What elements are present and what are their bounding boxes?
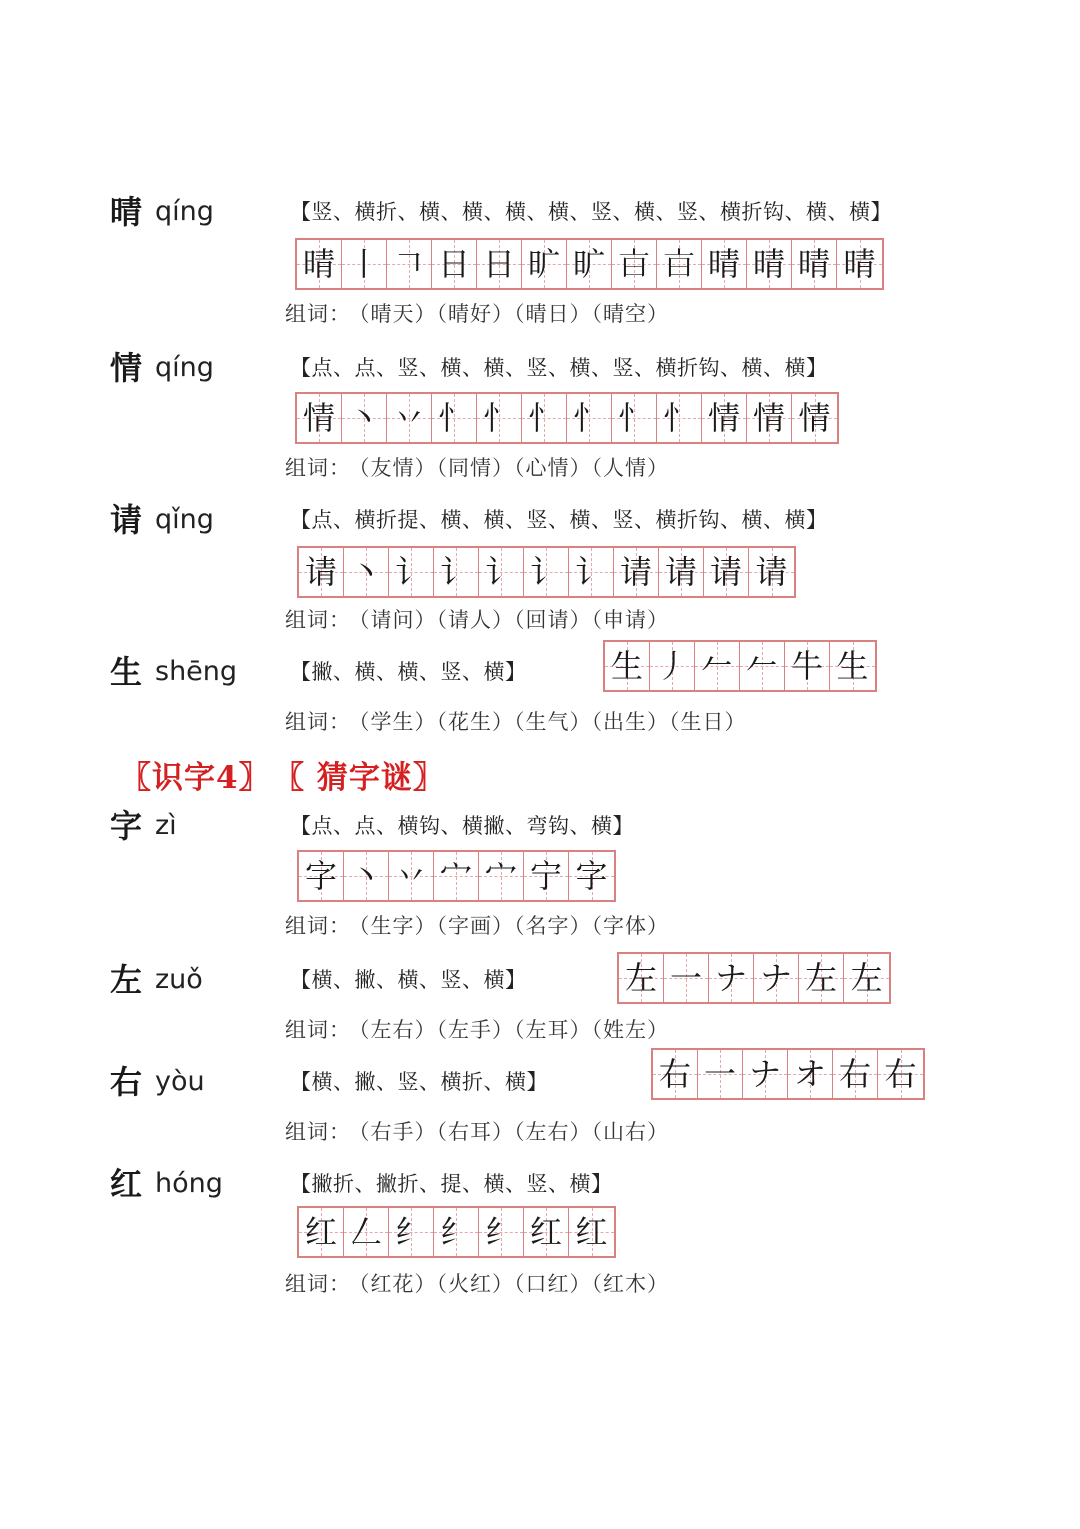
stroke-cell [747, 240, 792, 288]
stroke-glyph: 丶 [349, 553, 382, 591]
words-list: （生字）（字画）（名字）（字体） [359, 914, 669, 938]
stroke-glyph: 情 [752, 399, 785, 437]
stroke-glyph: 讠 [394, 553, 427, 591]
stroke-cell [522, 394, 567, 442]
stroke-cell [619, 954, 664, 1002]
stroke-cell [432, 394, 477, 442]
stroke-cell [702, 240, 747, 288]
stroke-order-text: 【点、点、横钩、横撇、弯钩、横】 [290, 814, 634, 838]
stroke-cell [837, 240, 882, 288]
word-examples [285, 1268, 669, 1300]
stroke-cell [788, 1050, 833, 1098]
word-examples [285, 604, 669, 636]
stroke-order-text: 【点、点、竖、横、横、竖、横、竖、横折钩、横、横】 [290, 356, 828, 380]
stroke-cell [387, 240, 432, 288]
entry-pinyin: shēng [155, 656, 238, 687]
stroke-cell [299, 852, 344, 900]
stroke-cell [650, 642, 695, 690]
stroke-cell [344, 548, 389, 596]
stroke-cell [567, 240, 612, 288]
stroke-glyph: ナ [714, 959, 747, 997]
stroke-cell [657, 240, 702, 288]
stroke-glyph: 晴 [752, 245, 785, 283]
stroke-cell [569, 852, 614, 900]
stroke-glyph: 请 [755, 553, 788, 591]
stroke-glyph: 右 [884, 1055, 917, 1093]
stroke-glyph: 请 [709, 553, 742, 591]
entry-pinyin: zì [155, 810, 177, 841]
stroke-glyph: 生 [610, 647, 643, 685]
words-list: （红花）（火红）（口红）（红木） [359, 1272, 669, 1296]
stroke-cell [792, 240, 837, 288]
stroke-glyph: 右 [658, 1055, 691, 1093]
word-examples [285, 298, 669, 330]
stroke-cell [785, 642, 830, 690]
stroke-order-text: 【横、撇、横、竖、横】 [290, 968, 527, 992]
entry-character: 晴 [110, 193, 143, 231]
stroke-cell [695, 642, 740, 690]
stroke-glyph: 宀 [439, 857, 472, 895]
stroke-cell [704, 548, 749, 596]
stroke-cell [833, 1050, 878, 1098]
stroke-glyph: 忄 [662, 399, 695, 437]
word-examples [285, 706, 747, 738]
stroke-order-text: 【点、横折提、横、横、竖、横、竖、横折钩、横、横】 [290, 508, 828, 532]
stroke-grid [295, 392, 839, 444]
stroke-cell [479, 852, 524, 900]
words-label: 组词： [285, 302, 351, 326]
stroke-glyph: 情 [798, 399, 831, 437]
stroke-cell [344, 852, 389, 900]
entry-pinyin: hóng [155, 1168, 223, 1199]
stroke-glyph: 纟 [394, 1213, 427, 1251]
stroke-grid [297, 850, 616, 902]
stroke-glyph: 情 [707, 399, 740, 437]
entry-character: 生 [110, 653, 143, 691]
entry-pinyin: zuǒ [155, 964, 203, 995]
stroke-glyph: 丨 [347, 245, 380, 283]
stroke-cell [702, 394, 747, 442]
stroke-glyph: 讠 [529, 553, 562, 591]
stroke-cell [799, 954, 844, 1002]
stroke-glyph: 左 [624, 959, 657, 997]
stroke-cell [605, 642, 650, 690]
stroke-glyph: 宀 [484, 857, 517, 895]
stroke-cell [522, 240, 567, 288]
section-heading [120, 752, 445, 797]
stroke-glyph: 丿 [655, 647, 688, 685]
word-examples [285, 910, 669, 942]
stroke-cell [844, 954, 889, 1002]
words-list: （晴天）（晴好）（晴日）（晴空） [359, 302, 669, 326]
stroke-glyph: 𠂉 [745, 647, 778, 685]
stroke-glyph: 丷 [392, 399, 425, 437]
words-list: （左右）（左手）（左耳）（姓左） [359, 1018, 669, 1042]
words-list: （学生）（花生）（生气）（出生）（生日） [359, 710, 747, 734]
stroke-glyph: 忄 [482, 399, 515, 437]
stroke-glyph: 红 [575, 1213, 608, 1251]
words-label: 组词： [285, 914, 351, 938]
stroke-cell [297, 240, 342, 288]
stroke-cell [792, 394, 837, 442]
stroke-glyph: 忄 [437, 399, 470, 437]
words-list: （友情）（同情）（心情）（人情） [359, 456, 669, 480]
stroke-glyph: 请 [619, 553, 652, 591]
words-label: 组词： [285, 710, 351, 734]
stroke-cell [653, 1050, 698, 1098]
stroke-cell [342, 240, 387, 288]
words-label: 组词： [285, 1120, 351, 1144]
stroke-glyph: 日 [437, 245, 470, 283]
stroke-cell [299, 1208, 344, 1256]
stroke-glyph: 一 [703, 1055, 736, 1093]
stroke-cell [612, 394, 657, 442]
stroke-glyph: 𣅀 [662, 245, 695, 283]
stroke-cell [754, 954, 799, 1002]
entry-character: 情 [110, 349, 143, 387]
words-list: （右手）（右耳）（左右）（山右） [359, 1120, 669, 1144]
words-label: 组词： [285, 1272, 351, 1296]
stroke-glyph: 右 [838, 1055, 871, 1093]
word-examples [285, 1116, 669, 1148]
entry-character: 红 [110, 1165, 143, 1203]
stroke-glyph: 一 [669, 959, 702, 997]
entry-character: 请 [110, 501, 143, 539]
stroke-cell [524, 548, 569, 596]
stroke-cell [387, 394, 432, 442]
stroke-glyph: 请 [664, 553, 697, 591]
stroke-cell [389, 1208, 434, 1256]
stroke-glyph: 日 [482, 245, 515, 283]
stroke-cell [709, 954, 754, 1002]
stroke-glyph: 忄 [572, 399, 605, 437]
stroke-glyph: ナ [759, 959, 792, 997]
stroke-cell [657, 394, 702, 442]
stroke-grid [297, 546, 796, 598]
stroke-cell [389, 548, 434, 596]
stroke-glyph: 纟 [484, 1213, 517, 1251]
stroke-glyph: 讠 [484, 553, 517, 591]
stroke-glyph: 晴 [302, 245, 335, 283]
stroke-glyph: オ [793, 1055, 826, 1093]
stroke-cell [434, 1208, 479, 1256]
lesson-title: 〖识字4〗 [120, 760, 271, 796]
stroke-glyph: 情 [302, 399, 335, 437]
stroke-glyph: 生 [836, 647, 869, 685]
stroke-cell [342, 394, 387, 442]
stroke-order-text: 【撇折、撇折、提、横、竖、横】 [290, 1172, 613, 1196]
stroke-cell [878, 1050, 923, 1098]
stroke-cell [524, 852, 569, 900]
stroke-cell [569, 1208, 614, 1256]
stroke-cell [743, 1050, 788, 1098]
stroke-cell [524, 1208, 569, 1256]
topic-title: 〖 猜字谜〗 [288, 760, 445, 796]
entry-pinyin: qǐng [155, 504, 214, 535]
stroke-glyph: 丶 [349, 857, 382, 895]
stroke-cell [612, 240, 657, 288]
stroke-cell [477, 240, 522, 288]
stroke-glyph: 红 [304, 1213, 337, 1251]
stroke-glyph: 旷 [527, 245, 560, 283]
stroke-cell [830, 642, 875, 690]
stroke-cell [614, 548, 659, 596]
stroke-cell [567, 394, 612, 442]
words-label: 组词： [285, 456, 351, 480]
stroke-grid [603, 640, 877, 692]
stroke-cell [664, 954, 709, 1002]
stroke-glyph: 纟 [439, 1213, 472, 1251]
stroke-cell [659, 548, 704, 596]
stroke-glyph: ナ [748, 1055, 781, 1093]
stroke-cell [434, 548, 479, 596]
stroke-glyph: 𣅀 [617, 245, 650, 283]
stroke-glyph: 晴 [797, 245, 830, 283]
stroke-glyph: 宁 [529, 857, 562, 895]
stroke-glyph: 丶 [347, 399, 380, 437]
stroke-glyph: 丷 [394, 857, 427, 895]
stroke-cell [434, 852, 479, 900]
words-list: （请问）（请人）（回请）（申请） [359, 608, 669, 632]
stroke-cell [479, 1208, 524, 1256]
stroke-cell [749, 548, 794, 596]
stroke-glyph: 讠 [439, 553, 472, 591]
stroke-glyph: 请 [304, 553, 337, 591]
stroke-glyph: 忄 [527, 399, 560, 437]
stroke-grid [651, 1048, 925, 1100]
entry-pinyin: qíng [155, 196, 214, 227]
stroke-grid [295, 238, 884, 290]
stroke-cell [747, 394, 792, 442]
words-label: 组词： [285, 608, 351, 632]
stroke-cell [389, 852, 434, 900]
stroke-glyph: 晴 [707, 245, 740, 283]
entry-pinyin: qíng [155, 352, 214, 383]
stroke-glyph: 牛 [790, 647, 823, 685]
stroke-cell [740, 642, 785, 690]
stroke-glyph: 忄 [617, 399, 650, 437]
stroke-cell [344, 1208, 389, 1256]
stroke-cell [698, 1050, 743, 1098]
stroke-cell [477, 394, 522, 442]
stroke-cell [299, 548, 344, 596]
stroke-grid [617, 952, 891, 1004]
stroke-cell [569, 548, 614, 596]
stroke-order-text: 【横、撇、竖、横折、横】 [290, 1070, 548, 1094]
stroke-glyph: 晴 [843, 245, 876, 283]
stroke-glyph: 字 [575, 857, 608, 895]
stroke-order-text: 【撇、横、横、竖、横】 [290, 660, 527, 684]
entry-character: 左 [110, 961, 143, 999]
stroke-glyph: 旷 [572, 245, 605, 283]
entry-pinyin: yòu [155, 1066, 205, 1097]
stroke-cell [479, 548, 524, 596]
stroke-glyph: 红 [529, 1213, 562, 1251]
stroke-glyph: 𠂉 [700, 647, 733, 685]
stroke-glyph: 左 [804, 959, 837, 997]
stroke-cell [297, 394, 342, 442]
entry-character: 右 [110, 1063, 143, 1101]
stroke-glyph: 左 [850, 959, 883, 997]
entry-character: 字 [110, 807, 143, 845]
stroke-cell [432, 240, 477, 288]
word-examples [285, 452, 669, 484]
stroke-order-text: 【竖、横折、横、横、横、横、竖、横、竖、横折钩、横、横】 [290, 200, 892, 224]
stroke-glyph: 字 [304, 857, 337, 895]
stroke-glyph: 讠 [574, 553, 607, 591]
stroke-glyph: 𠃍 [392, 245, 425, 283]
stroke-grid [297, 1206, 616, 1258]
word-examples [285, 1014, 669, 1046]
words-label: 组词： [285, 1018, 351, 1042]
stroke-glyph: 𠃋 [349, 1213, 382, 1251]
